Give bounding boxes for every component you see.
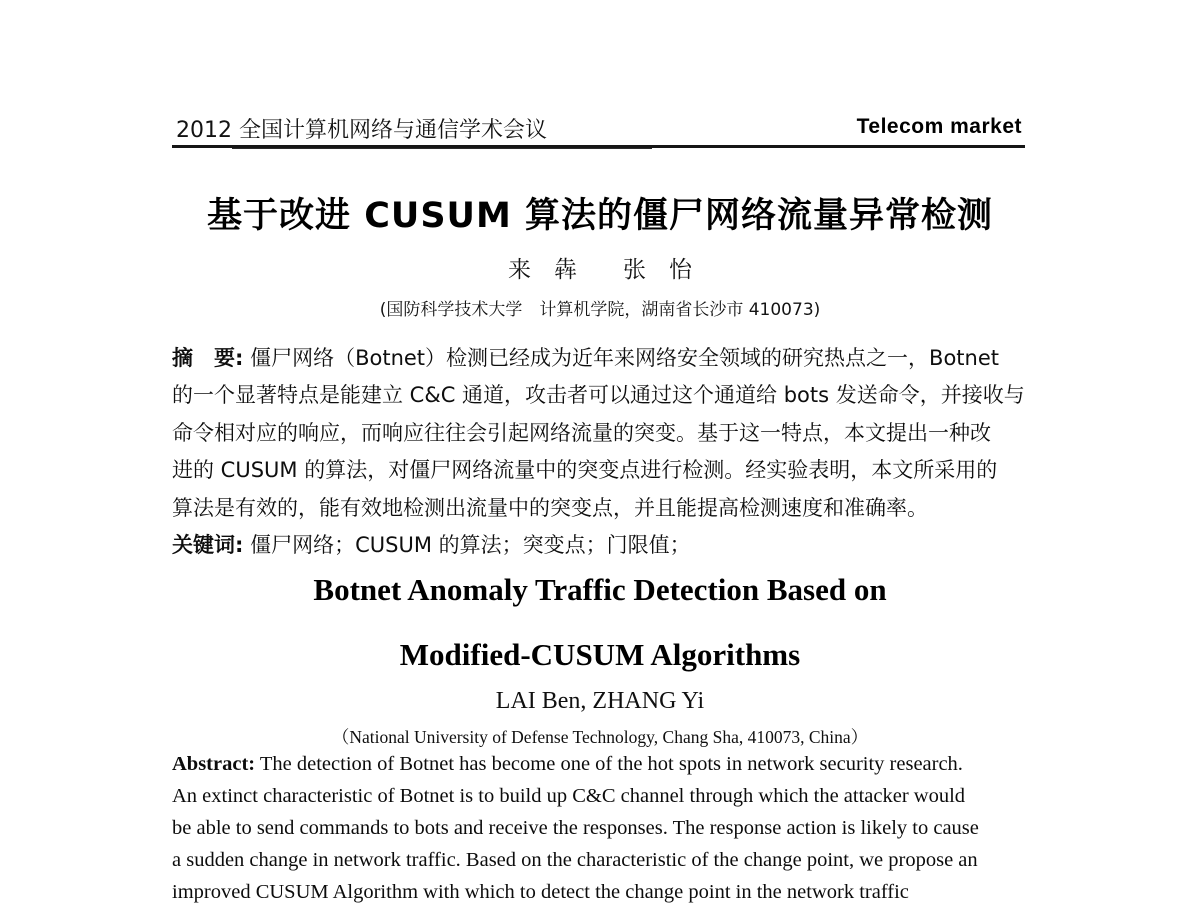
en-abstract-label: Abstract: [172, 753, 256, 775]
en-abstract-line: be able to send commands to bots and receive the responses. The response action is likely to cause [172, 816, 979, 839]
conference-name: 2012 全国计算机网络与通信学术会议 [176, 118, 547, 143]
journal-brand: Telecom market [856, 115, 1022, 138]
en-affiliation: （National University of Defense Technology, Chang Sha, 410073, China） [331, 727, 869, 747]
cn-authors: 来 犇 张 怡 [508, 257, 692, 283]
cn-abstract-line [172, 340, 1024, 377]
en-abstract-cut-line: improved CUSUM Algorithm with which to detect the change point in the network traffic [172, 880, 909, 903]
cn-keywords-label: 关键词: [172, 533, 244, 558]
en-paper-title-line1: Botnet Anomaly Traffic Detection Based on [313, 572, 887, 607]
header-rule [172, 145, 1025, 148]
cn-abstract-label: 摘 要: [172, 346, 244, 370]
en-abstract-line [172, 749, 1028, 781]
en-paper-title-line2: Modified-CUSUM Algorithms [399, 637, 801, 672]
en-abstract-text: The detection of Botnet has become one of the hot spots in network security research. [259, 753, 963, 775]
cn-abstract-line: 的一个显著特点是能建立 C&C 通道，攻击者可以通过这个通道给 bots 发送命令，并接收与 [172, 383, 1025, 408]
cn-abstract-line: 进的 CUSUM 的算法，对僵尸网络流量中的突变点进行检测。经实验表明，本文所采用的 [172, 458, 998, 483]
cn-abstract-text: 僵尸网络（Botnet）检测已经成为近年来网络安全领域的研究热点之一，Botnet [250, 346, 999, 370]
cn-abstract-line: 算法是有效的，能有效地检测出流量中的突变点，并且能提高检测速度和准确率。 [172, 495, 928, 520]
cn-keywords-text: 僵尸网络；CUSUM 的算法；突变点；门限值； [250, 533, 691, 558]
en-abstract [172, 749, 1028, 909]
cn-paper-title: 基于改进 CUSUM 算法的僵尸网络流量异常检测 [207, 196, 993, 236]
cn-abstract [172, 340, 1024, 564]
en-abstract-line: a sudden change in network traffic. Based on the characteristic of the change point, we propose an [172, 848, 978, 871]
cn-affiliation: (国防科学技术大学 计算机学院，湖南省长沙市 410073) [379, 300, 821, 320]
cn-keywords [172, 527, 1024, 564]
en-authors: LAI Ben, ZHANG Yi [495, 688, 705, 714]
en-abstract-line: An extinct characteristic of Botnet is to build up C&C channel through which the attacker would [172, 784, 966, 807]
cn-abstract-line: 命令相对应的响应，而响应往往会引起网络流量的突变。基于这一特点，本文提出一种改 [172, 420, 991, 445]
